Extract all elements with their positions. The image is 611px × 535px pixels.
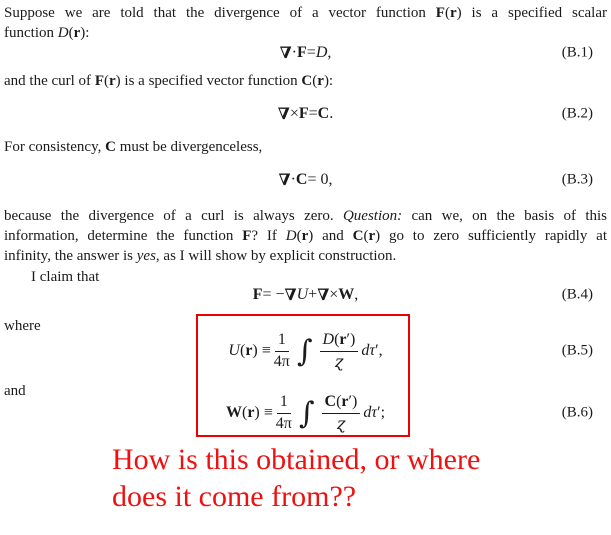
equation-b5-integrand-fraction: $\frac{D(r')}{ɀ}$: [320, 331, 359, 371]
equation-b1-label: (B.1): [561, 44, 593, 61]
equation-b2-math: ∇ × F = C .: [277, 105, 334, 123]
paragraph-intro-line2: function D(r):: [4, 25, 90, 41]
integral-sign: ∫: [296, 333, 313, 369]
paragraph-intro-line1: Suppose we are told that the divergence of a vector function F(r) is a specified scalar: [4, 5, 607, 21]
label-where: where: [4, 318, 41, 334]
equation-b3: [0, 169, 611, 191]
paragraph-question-line3: infinity, the answer is yes, as I will show by explicit construction.: [4, 248, 397, 264]
paragraph-consistency: For consistency, C must be divergenceless,: [4, 139, 263, 155]
equation-b6-lhs: W(r) ≡: [225, 404, 273, 421]
equation-b2: [0, 103, 611, 125]
paragraph-claim: I claim that: [31, 269, 100, 285]
annotation-question-line2: does it come from??: [112, 480, 357, 513]
annotation-question-line1: How is this obtained, or where: [112, 443, 481, 476]
paragraph-question-line2: information, determine the function F? If D(r) and C(r) go to zero sufficiently rapidly at: [4, 228, 608, 244]
equation-b4-label: (B.4): [561, 286, 593, 303]
equation-b6-label: (B.6): [561, 404, 593, 421]
script-r-symbol: ɀ: [336, 413, 346, 433]
equation-b5-rhs: dτ′,: [361, 342, 383, 359]
equation-b1-math: ∇ · F = D ,: [279, 44, 332, 62]
equation-b5: [0, 330, 611, 372]
equation-b6-coefficient-fraction: $\frac{1}{4\pi}$: [275, 393, 292, 432]
label-and: and: [4, 383, 26, 399]
equation-b6-math: [226, 393, 385, 433]
paragraph-question-line1: because the divergence of a curl is always zero. Question: can we, on the basis of this: [4, 208, 607, 224]
equation-b3-math: ∇ · C = 0,: [278, 171, 333, 189]
equation-b6-integrand-fraction: $\frac{C(r')}{ɀ}$: [322, 393, 361, 433]
equation-b5-coefficient-fraction: $\frac{1}{4\pi}$: [273, 331, 290, 370]
integral-sign: ∫: [298, 395, 315, 431]
equation-b1: [0, 42, 611, 64]
equation-b4: [0, 284, 611, 306]
equation-b5-lhs: U(r) ≡: [228, 342, 271, 359]
equation-b2-label: (B.2): [561, 105, 593, 122]
paragraph-curl: and the curl of F(r) is a specified vector function C(r):: [4, 73, 334, 89]
equation-b5-label: (B.5): [561, 342, 593, 359]
equation-b6: [0, 392, 611, 434]
script-r-symbol: ɀ: [334, 351, 344, 371]
equation-b6-rhs: dτ′;: [363, 404, 386, 421]
equation-b3-label: (B.3): [561, 171, 593, 188]
equation-b5-math: [228, 331, 382, 371]
equation-b4-math: F = − ∇ U + ∇ × W ,: [252, 286, 359, 304]
